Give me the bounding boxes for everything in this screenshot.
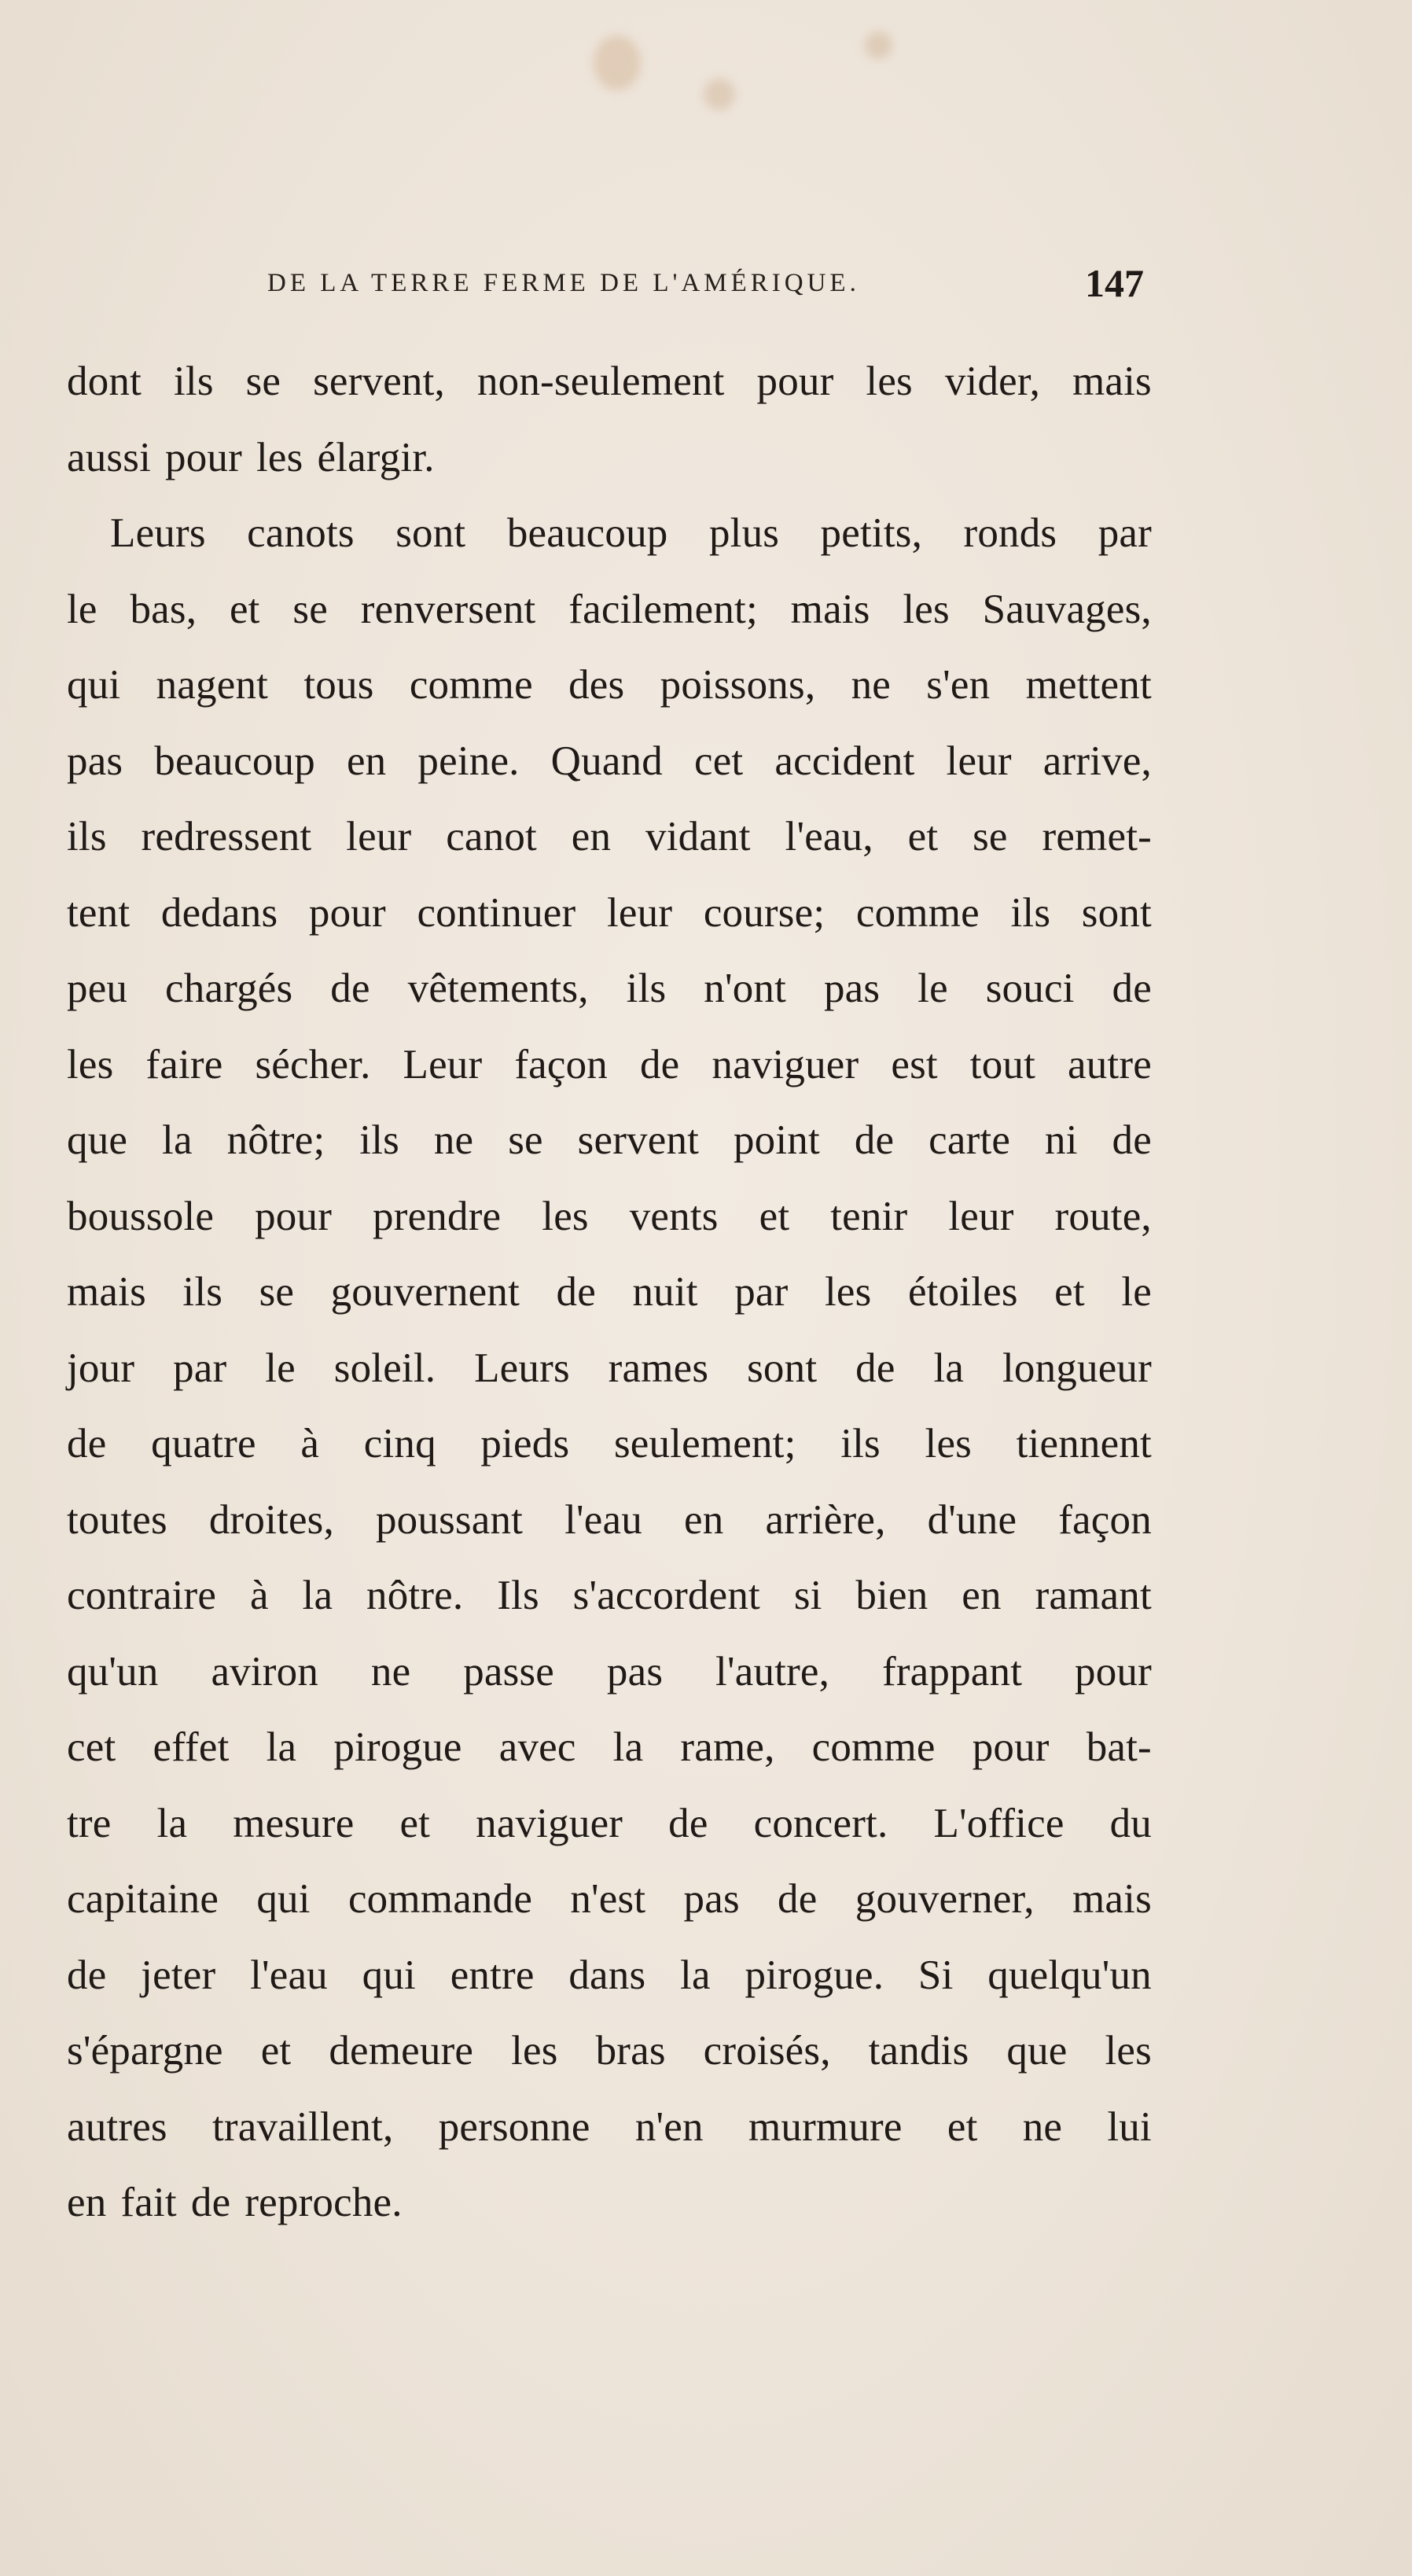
page-header — [267, 259, 1144, 307]
text-line: en fait de reproche. — [67, 2180, 403, 2225]
text-line: dont ils se servent, non-seulement pour les vider, mais — [67, 359, 1152, 404]
text-line: capitaine qui commande n'est pas de gouverner, mais — [67, 1876, 1152, 1922]
paper-stain — [594, 35, 641, 90]
text-line: contraire à la nôtre. Ils s'accordent si bien en ramant — [67, 1573, 1152, 1618]
text-line: de jeter l'eau qui entre dans la pirogue. Si quelqu'un — [67, 1952, 1152, 1998]
page-number: 147 — [1085, 261, 1144, 305]
text-line: s'épargne et demeure les bras croisés, tandis que les — [67, 2028, 1152, 2074]
text-line: le bas, et se renversent facilement; mais les Sauvages, — [67, 586, 1152, 632]
text-line: que la nôtre; ils ne se servent point de carte ni de — [67, 1117, 1152, 1163]
text-line: tent dedans pour continuer leur course; comme ils sont — [67, 889, 1152, 936]
text-line: de quatre à cinq pieds seulement; ils les tiennent — [67, 1421, 1152, 1466]
running-title: DE LA TERRE FERME DE L'AMÉRIQUE. — [267, 268, 860, 297]
text-line: toutes droites, poussant l'eau en arrière, d'une façon — [67, 1496, 1152, 1543]
text-line: qui nagent tous comme des poissons, ne s'en mettent — [67, 662, 1152, 708]
text-line: jour par le soleil. Leurs rames sont de la longueur — [67, 1345, 1152, 1391]
text-line: qu'un aviron ne passe pas l'autre, frappant pour — [67, 1648, 1152, 1695]
text-line: Leurs canots sont beaucoup plus petits, ronds par — [110, 510, 1152, 556]
text-line: pas beaucoup en peine. Quand cet accident leur arrive, — [67, 738, 1152, 784]
text-line: peu chargés de vêtements, ils n'ont pas le souci de — [67, 966, 1152, 1011]
text-line: ils redressent leur canot en vidant l'eau, et se remet- — [67, 814, 1152, 859]
text-line: mais ils se gouvernent de nuit par les étoiles et le — [67, 1269, 1152, 1315]
text-line: boussole pour prendre les vents et tenir leur route, — [67, 1193, 1152, 1239]
text-line: tre la mesure et naviguer de concert. L'office du — [67, 1800, 1152, 1846]
text-line: autres travaillent, personne n'en murmure et ne lui — [67, 2103, 1152, 2150]
body-text — [67, 344, 1152, 2241]
text-line: cet effet la pirogue avec la rame, comme pour bat- — [67, 1724, 1152, 1770]
paper-stain — [865, 31, 892, 59]
paper-stain — [704, 79, 735, 110]
text-line: les faire sécher. Leur façon de naviguer est tout autre — [67, 1041, 1152, 1087]
text-line: aussi pour les élargir. — [67, 434, 435, 480]
